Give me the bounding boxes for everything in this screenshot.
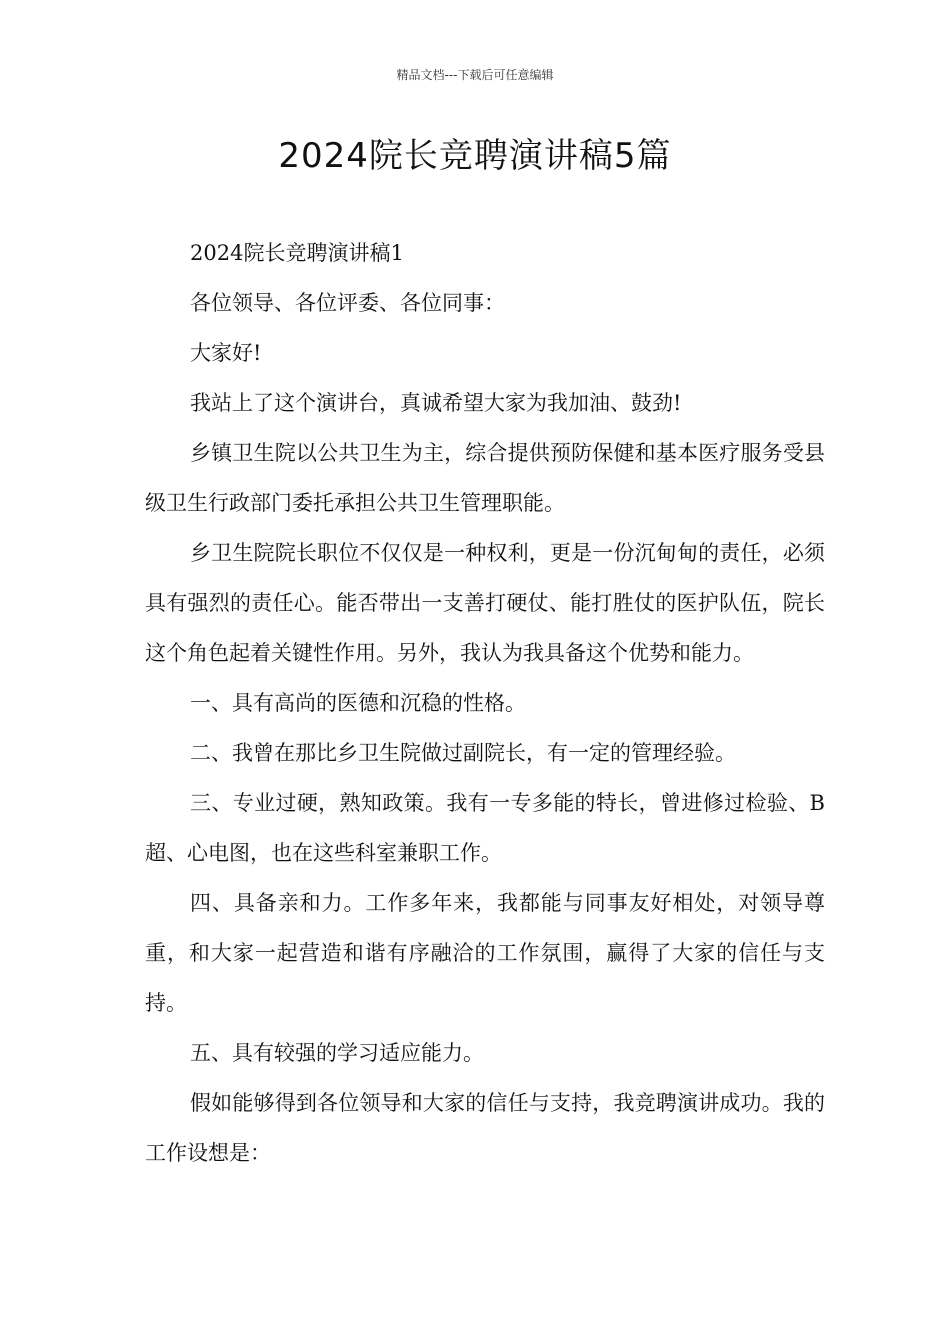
paragraph: 各位领导、各位评委、各位同事： [190,291,505,315]
paragraph: 2024院长竞聘演讲稿1 [190,241,404,265]
document-body [145,228,825,1178]
paragraph: 大家好! [190,341,262,365]
paragraph: 假如能够得到各位领导和大家的信任与支持，我竞聘演讲成功。我的工作设想是： [145,1091,825,1165]
document-title: 2024院长竞聘演讲稿5篇 [278,136,672,176]
paragraph: 四、具备亲和力。工作多年来，我都能与同事友好相处，对领导尊重，和大家一起营造和谐有序融洽的工作氛围，赢得了大家的信任与支持。 [145,891,825,1015]
paragraph: 三、专业过硬，熟知政策。我有一专多能的特长，曾进修过检验、B超、心电图，也在这些科室兼职工作。 [145,791,825,865]
paragraph: 五、具有较强的学习适应能力。 [190,1041,484,1065]
paragraph: 二、我曾在那比乡卫生院做过副院长，有一定的管理经验。 [190,741,736,765]
header-note: 精品文档---下载后可任意编辑 [396,68,554,82]
paragraph: 乡卫生院院长职位不仅仅是一种权利，更是一份沉甸甸的责任，必须具有强烈的责任心。能否带出一支善打硬仗、能打胜仗的医护队伍，院长这个角色起着关键性作用。另外，我认为我具备这个优势和能力。 [145,541,825,665]
paragraph: 一、具有高尚的医德和沉稳的性格。 [190,691,526,715]
paragraph: 乡镇卫生院以公共卫生为主，综合提供预防保健和基本医疗服务受县级卫生行政部门委托承担公共卫生管理职能。 [145,441,825,515]
paragraph: 我站上了这个演讲台，真诚希望大家为我加油、鼓劲! [190,391,682,415]
